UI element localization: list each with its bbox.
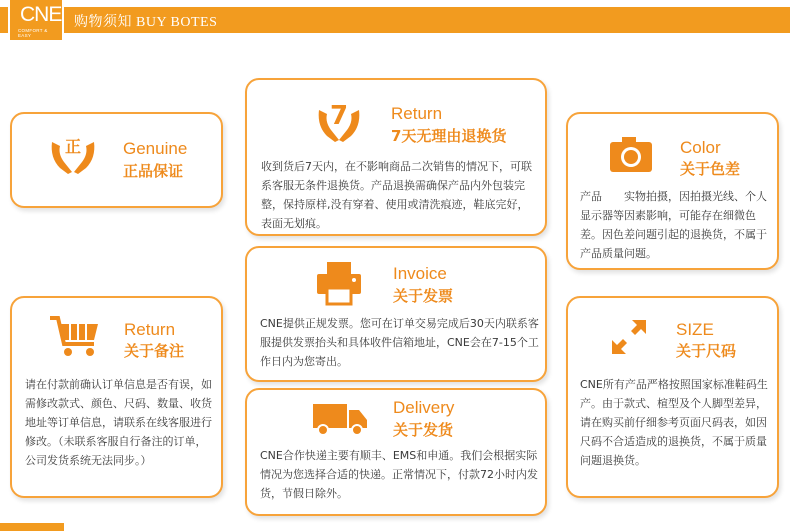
color-title-cn: 关于色差 <box>680 160 741 178</box>
color-body: 产品 实物拍摄，因拍摄光线、个人显示器等因素影响，可能存在细微色差。因色差问题引起的退换货，不属于产品质量问题。 <box>580 190 767 260</box>
card-invoice <box>245 246 547 382</box>
camera-icon <box>608 134 654 176</box>
page-title: 购物须知 BUY BOTES <box>74 15 218 30</box>
delivery-body: CNE合作快递主要有顺丰、EMS和申通。我们会根据实际情况为您选择合适的快递。正常情况下，付款72小时内发货，节假日除外。 <box>260 449 538 500</box>
shopping-cart-icon <box>48 314 102 360</box>
remark-title-cn: 关于备注 <box>124 342 185 360</box>
invoice-title-en: Invoice <box>393 264 447 283</box>
remark-title-en: Return <box>124 320 176 339</box>
return7-title-cn: 7天无理由退换货 <box>391 127 507 145</box>
card-genuine <box>10 112 223 208</box>
return7-title-en: Return <box>391 104 443 123</box>
delivery-title-cn: 关于发货 <box>393 421 454 439</box>
genuine-title-en: Genuine <box>123 139 188 158</box>
genuine-title-cn: 正品保证 <box>123 162 184 180</box>
card-remark <box>10 296 223 498</box>
invoice-body: CNE提供正规发票。您可在订单交易完成后30天内联系客服提供发票抬头和具体收件信箱地址，CNE会在7-15个工作日内为您寄出。 <box>260 317 539 368</box>
remark-body: 请在付款前确认订单信息是否有误，如需修改款式、颜色、尺码、数量、收货地址等订单信息，请联系在线客服进行修改。（未联系客服自行备注的订单，公司发货系统无法同步。） <box>25 378 212 467</box>
size-body: CNE所有产品严格按照国家标准鞋码生产。由于款式、楦型及个人脚型差异，请在购买前仔细参考页面尺码表，如因尺码不合适造成的退换货，不属于质量问题退换货。 <box>580 378 768 467</box>
invoice-title-cn: 关于发票 <box>393 287 454 305</box>
seven-glyph: 7 <box>329 101 349 131</box>
bottom-strip <box>0 523 64 531</box>
size-title-cn: 关于尺码 <box>676 342 737 360</box>
logo-tagline: COMFORT & EASY <box>18 28 48 38</box>
size-title-en: SIZE <box>676 320 714 339</box>
logo-text: CNE <box>20 3 62 26</box>
delivery-title-en: Delivery <box>393 398 455 417</box>
card-size <box>566 296 779 498</box>
printer-icon <box>315 260 363 306</box>
logo <box>8 0 64 40</box>
truck-icon <box>311 402 369 438</box>
card-delivery <box>245 388 547 516</box>
card-return-7-days <box>245 78 547 236</box>
hands-genuine-icon <box>46 128 100 178</box>
color-title-en: Color <box>680 138 721 157</box>
header-bar <box>0 0 790 40</box>
genuine-glyph: 正 <box>64 137 82 156</box>
card-color <box>566 112 779 270</box>
resize-arrows-icon <box>608 316 650 358</box>
hands-seven-icon <box>313 94 365 146</box>
return7-body: 收到货后7天内，在不影响商品二次销售的情况下，可联系客服无条件退换货。产品退换需确保产品内外包装完整，保持原样,没有穿着、使用或清洗痕迹，鞋底完好，表面无划痕。 <box>261 160 532 230</box>
